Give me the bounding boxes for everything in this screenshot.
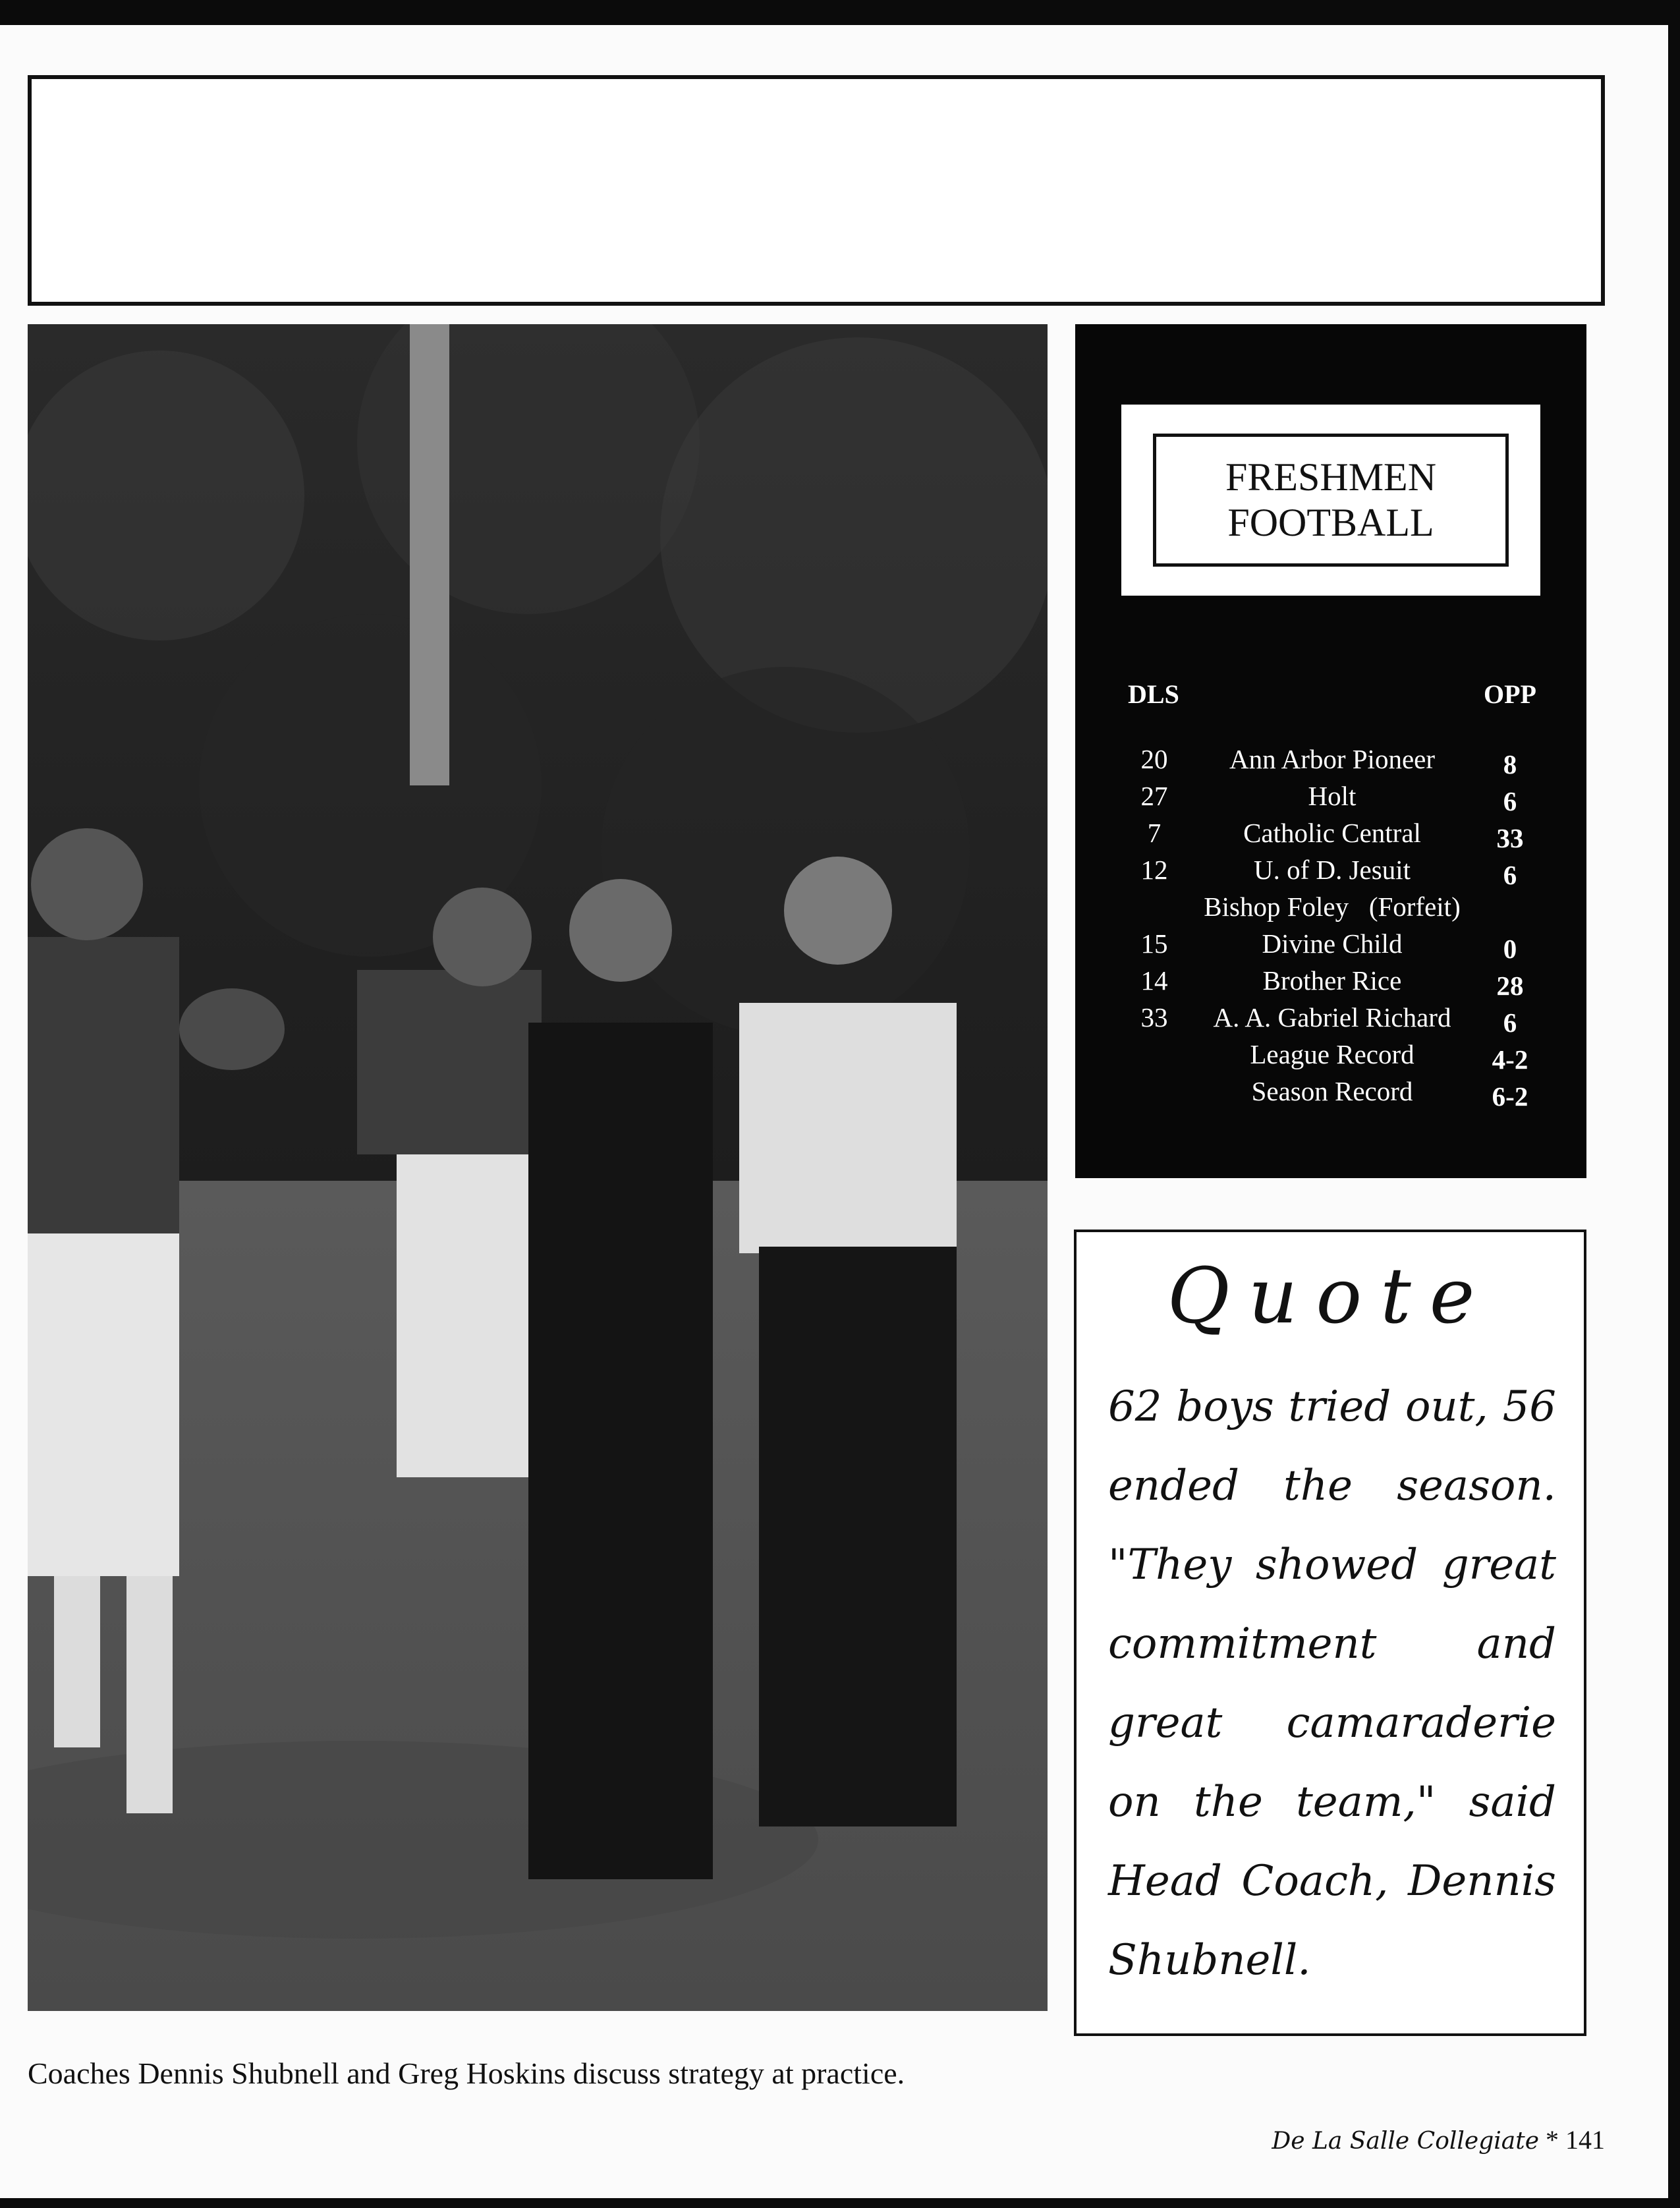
league-record-row xyxy=(1075,1038,1586,1075)
game-results-list xyxy=(1075,743,1586,1112)
dls-score: 27 xyxy=(1140,781,1168,811)
dls-column-header: DLS xyxy=(1128,679,1179,709)
quote-title: Quote xyxy=(1167,1252,1494,1341)
dls-score: 20 xyxy=(1140,744,1168,774)
opponent-name: Brother Rice xyxy=(1262,965,1402,996)
game-row xyxy=(1075,1002,1586,1038)
record-value: 6-2 xyxy=(1492,1081,1528,1112)
dls-score: 7 xyxy=(1147,818,1162,848)
dls-score: 33 xyxy=(1140,1002,1168,1033)
game-row xyxy=(1075,928,1586,965)
game-row xyxy=(1075,817,1586,854)
scoreboard-panel xyxy=(1075,324,1586,1178)
record-label: Season Record xyxy=(1251,1076,1413,1106)
header-banner-box xyxy=(28,75,1605,306)
scoreboard-title-frame xyxy=(1121,405,1540,596)
opp-column-header: OPP xyxy=(1484,679,1536,709)
page-footer xyxy=(1272,2124,1605,2155)
opponent-name: Catholic Central xyxy=(1243,818,1421,848)
game-row xyxy=(1075,965,1586,1002)
opponent-name: Ann Arbor Pioneer xyxy=(1229,744,1435,774)
photo-caption: Coaches Dennis Shubnell and Greg Hoskins discuss strategy at practice. xyxy=(28,2056,905,2090)
game-row xyxy=(1075,743,1586,780)
opp-score: 33 xyxy=(1496,823,1524,853)
publication-name: De La Salle Collegiate xyxy=(1272,2128,1539,2155)
dls-score: 14 xyxy=(1140,965,1168,996)
dls-score: 12 xyxy=(1140,855,1168,885)
season-record-row xyxy=(1075,1075,1586,1112)
opponent-name: U. of D. Jesuit xyxy=(1253,855,1411,885)
title-line-2: FOOTBALL xyxy=(1227,501,1434,544)
opponent-name: Divine Child xyxy=(1262,928,1403,959)
opponent-name: A. A. Gabriel Richard xyxy=(1213,1002,1451,1033)
dls-score: 15 xyxy=(1140,928,1168,959)
record-label: League Record xyxy=(1250,1039,1414,1069)
title-line-1: FRESHMEN xyxy=(1225,455,1437,499)
practice-photo xyxy=(28,324,1048,2011)
footer-separator: * xyxy=(1546,2125,1559,2155)
opp-score: 6 xyxy=(1503,860,1517,890)
opp-score: 0 xyxy=(1503,934,1517,964)
opp-score: 8 xyxy=(1503,749,1517,779)
opp-score: 6 xyxy=(1503,1007,1517,1038)
game-row xyxy=(1075,854,1586,891)
quote-box xyxy=(1074,1230,1586,2036)
page-number: 141 xyxy=(1565,2125,1605,2155)
quote-text: 62 boys tried out, 56 ended the season. "They showed great commitment and great camaraderie on the team," said Head Coach, Dennis Shubnell. xyxy=(1108,1382,1556,1985)
opponent-name: Bishop Foley (Forfeit) xyxy=(1204,892,1461,922)
game-row xyxy=(1075,780,1586,817)
opp-score: 28 xyxy=(1496,971,1524,1001)
opponent-name: Holt xyxy=(1308,781,1357,811)
opp-score: 6 xyxy=(1503,786,1517,816)
game-row xyxy=(1075,891,1586,928)
record-value: 4-2 xyxy=(1492,1044,1528,1075)
yearbook-page xyxy=(0,25,1668,2198)
scoreboard-title xyxy=(1153,434,1509,567)
